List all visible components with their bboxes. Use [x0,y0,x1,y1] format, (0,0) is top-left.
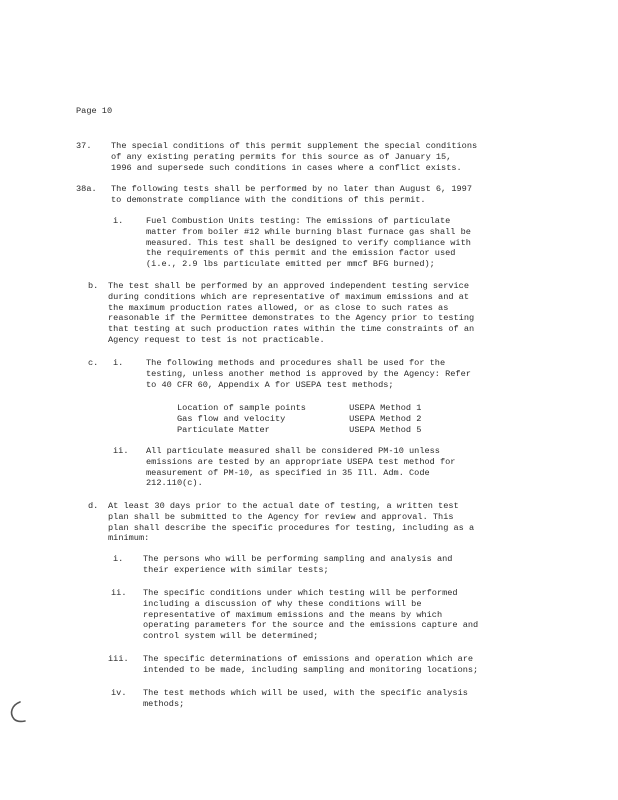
table-row [177,403,421,414]
text-line: control system will be determined; [143,631,319,642]
text-line: 212.110(c). [146,478,203,489]
text-line: testing, unless another method is approved by the Agency: Refer [146,368,471,379]
item-37-number: 37. [76,141,92,151]
scan-artifact-mark [6,700,28,724]
item-c-number: c. [88,358,99,368]
item-d-iii-text [143,654,478,676]
table-cell-method: USEPA Method 2 [349,414,422,424]
table-cell-method: USEPA Method 5 [349,425,422,435]
text-line: The specific determinations of emissions and operation which are [143,654,474,664]
text-line: of any existing perating permits for this source as of January 15, [111,151,452,162]
item-d-iii-number: iii. [108,654,129,664]
text-line: Fuel Combustion Units testing: The emissions of particulate [146,216,451,226]
text-line: (i.e., 2.9 lbs particulate emitted per mmcf BFG burned); [146,259,435,270]
table-cell-method: USEPA Method 1 [349,403,422,413]
text-line: measured. This test shall be designed to verify compliance with [146,237,471,248]
item-d-iv-number: iv. [111,688,127,698]
text-line: At least 30 days prior to the actual date of testing, a written test [108,501,459,511]
text-line: All particulate measured shall be considered PM-10 unless [146,446,440,456]
text-line: The test methods which will be used, with the specific analysis [143,688,468,698]
text-line: matter from boiler #12 while burning blast furnace gas shall be [146,226,471,237]
table-cell-parameter: Particulate Matter [177,425,270,435]
item-c-ii-number: ii. [113,446,129,456]
text-line: Agency request to test is not practicable. [108,334,325,345]
text-line: plan shall be submitted to the Agency for review and approval. This [108,511,454,522]
item-d-iv-text [143,688,468,710]
text-line: reasonable if the Permittee demonstrates to the Agency prior to testing [108,313,475,324]
text-line: to demonstrate compliance with the conditions of this permit. [111,194,426,205]
item-d-ii-text [143,588,478,642]
text-line: The following methods and procedures shall be used for the [146,358,446,368]
text-line: The specific conditions under which testing will be performed [143,588,458,598]
text-line: measurement of PM-10, as specified in 35 Ill. Adm. Code [146,467,430,478]
table-cell-parameter: Gas flow and velocity [177,414,286,424]
item-d-ii-number: ii. [111,588,127,598]
table-row [177,425,421,436]
text-line: representative of maximum emissions and the means by which [143,609,443,620]
text-line: 1996 and supersede such conditions in cases where a conflict exists. [111,162,462,173]
text-line: that testing at such production rates within the time constraints of an [108,324,475,335]
text-line: The special conditions of this permit supplement the special conditions [111,141,478,151]
item-38a-number: 38a. [76,184,97,194]
page-header: Page 10 [76,106,113,116]
text-line: operating parameters for the source and the emissions capture and [143,620,479,631]
item-d-number: d. [88,501,99,511]
text-line: their experience with similar tests; [143,564,329,575]
item-d-i-number: i. [113,554,124,564]
text-line: emissions are tested by an appropriate USEPA test method for [146,456,456,467]
table-cell-parameter: Location of sample points [177,403,306,413]
item-38a-i-number: i. [113,216,124,226]
text-line: The following tests shall be performed by no later than August 6, 1997 [111,184,472,194]
item-c-ii-text [146,446,455,489]
text-line: minimum: [108,533,150,544]
text-line: including a discussion of why these conditions will be [143,598,422,609]
text-line: the requirements of this permit and the emission factor used [146,248,456,259]
item-b-text [108,281,474,346]
text-line: to 40 CFR 60, Appendix A for USEPA test methods; [146,379,394,390]
text-line: methods; [143,698,185,709]
text-line: intended to be made, including sampling and monitoring locations; [143,664,479,675]
item-b-number: b. [88,281,99,291]
item-c-i-text [146,358,471,390]
text-line: plan shall describe the specific procedures for testing, including as a [108,522,475,533]
item-c-i-number: i. [113,358,124,368]
text-line: the maximum production rates allowed, or as close to such rates as [108,302,449,313]
item-38a-i-text [146,216,471,270]
text-line: The persons who will be performing sampling and analysis and [143,554,453,564]
text-line: during conditions which are representative of maximum emissions and at [108,291,469,302]
item-d-text [108,501,474,544]
table-row [177,414,421,425]
item-38a-text [111,184,472,206]
item-d-i-text [143,554,452,576]
item-37-text [111,141,477,173]
text-line: The test shall be performed by an approved independent testing service [108,281,469,291]
